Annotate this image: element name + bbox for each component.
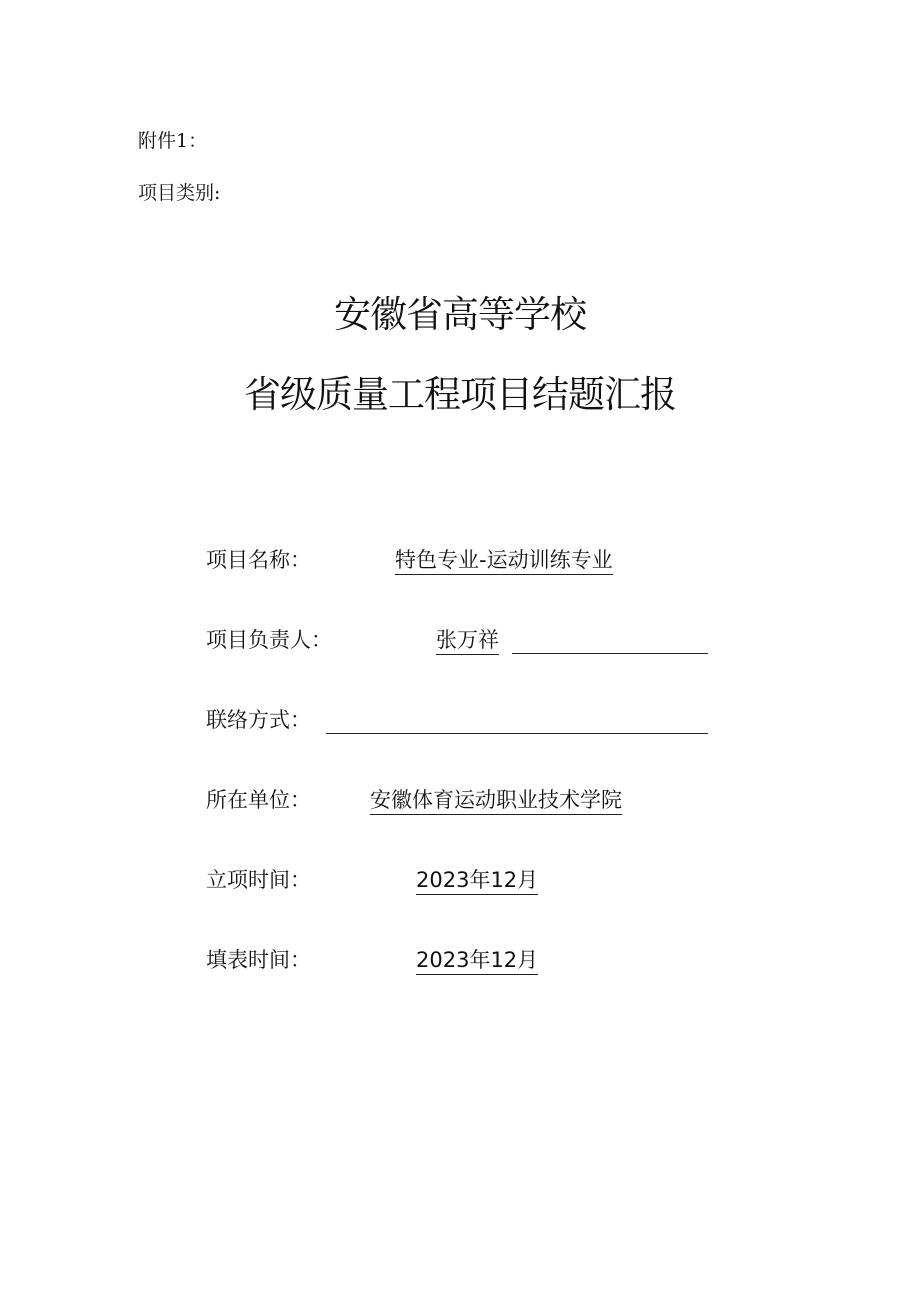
project-category-label: 项目类别: — [138, 182, 221, 204]
document-title-line1: 安徽省高等学校 — [334, 293, 586, 336]
contact-label: 联络方式： — [206, 708, 311, 732]
project-name-label: 项目名称： — [206, 548, 311, 572]
unit-value: 安徽体育运动职业技术学院 — [370, 786, 622, 815]
fill-time-value: 2023年12月 — [416, 946, 538, 975]
attachment-label: 附件1： — [138, 130, 208, 152]
approval-time-value: 2023年12月 — [416, 866, 538, 895]
project-leader-value: 张万祥 — [436, 626, 499, 655]
fill-time-label: 填表时间： — [206, 948, 311, 972]
project-leader-label: 项目负责人： — [206, 628, 332, 652]
project-name-value: 特色专业-运动训练专业 — [395, 546, 613, 575]
approval-time-label: 立项时间： — [206, 868, 311, 892]
contact-underline — [326, 733, 708, 734]
unit-label: 所在单位： — [206, 788, 311, 812]
project-leader-underline — [512, 653, 708, 654]
document-title-line2: 省级质量工程项目结题汇报 — [244, 373, 676, 416]
